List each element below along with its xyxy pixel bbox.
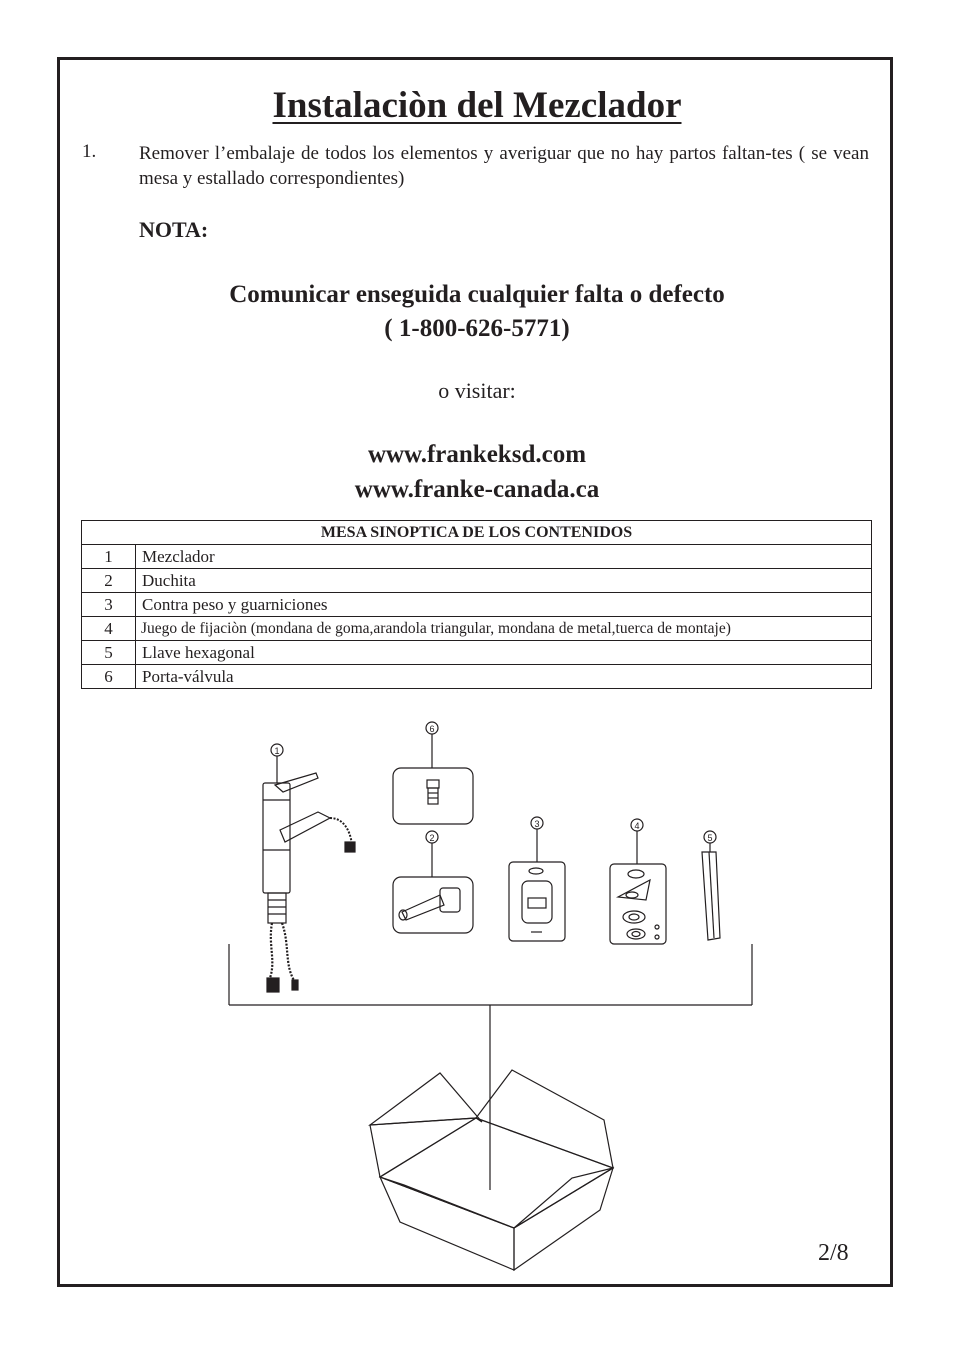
table-row — [82, 641, 872, 665]
or-visit-text: o visitar: — [438, 378, 516, 403]
box-illustration — [370, 1070, 613, 1270]
contact-phone: ( 1-800-626-5771) — [384, 315, 570, 342]
row-item: Duchita — [136, 569, 872, 593]
table-row — [82, 545, 872, 569]
hand-shower-illustration — [393, 877, 473, 933]
callout-5 — [704, 831, 716, 852]
note-label: NOTA: — [139, 217, 209, 242]
page-title: Instalaciòn del Mezclador — [272, 85, 682, 126]
step-text: Remover l’embalaje de todos los elementos y averiguar que no hay partos faltan-tes ( se vean mesa y estallado correspondientes) — [139, 143, 869, 189]
table-row — [82, 569, 872, 593]
callout-5-label: 5 — [707, 833, 713, 843]
faucet-illustration — [263, 773, 355, 992]
callout-2-label: 2 — [429, 833, 435, 843]
bracket-lines — [229, 944, 752, 1190]
callout-1 — [271, 744, 283, 783]
row-item: Mezclador — [136, 545, 872, 569]
callout-3-label: 3 — [534, 819, 540, 829]
contents-table — [81, 520, 872, 689]
valve-holder-illustration — [393, 768, 473, 824]
row-item: Porta-válvula — [136, 665, 872, 689]
table-row — [82, 617, 872, 641]
callout-6 — [426, 722, 438, 768]
page-number: 2/8 — [818, 1240, 849, 1266]
exploded-view-illustration — [0, 700, 954, 1280]
callout-3 — [531, 817, 543, 862]
row-item: Juego de fijaciòn (mondana de goma,arandola triangular, mondana de metal,tuerca de montaje) — [136, 617, 872, 641]
website-link-1[interactable]: www.frankeksd.com — [367, 441, 587, 468]
row-number: 5 — [82, 641, 136, 665]
row-number: 4 — [82, 617, 136, 641]
row-number: 6 — [82, 665, 136, 689]
callout-4-label: 4 — [634, 821, 640, 831]
website-link-2[interactable]: www.franke-canada.ca — [354, 476, 600, 503]
row-item: Llave hexagonal — [136, 641, 872, 665]
contents-table-header: MESA SINOPTICA DE LOS CONTENIDOS — [82, 521, 872, 545]
fixing-kit-illustration — [610, 864, 666, 944]
contents-table-header-row — [82, 521, 872, 545]
callout-1-label: 1 — [274, 746, 280, 756]
counterweight-illustration — [509, 862, 565, 941]
step-number: 1. — [82, 141, 97, 162]
row-item: Contra peso y guarniciones — [136, 593, 872, 617]
row-number: 2 — [82, 569, 136, 593]
row-number: 3 — [82, 593, 136, 617]
row-number: 1 — [82, 545, 136, 569]
callout-6-label: 6 — [429, 724, 435, 734]
callout-4 — [631, 819, 643, 864]
table-row — [82, 593, 872, 617]
hex-key-illustration — [702, 852, 720, 940]
callout-2 — [426, 831, 438, 877]
table-row — [82, 665, 872, 689]
contact-message: Comunicar enseguida cualquier falta o defecto — [229, 281, 725, 308]
